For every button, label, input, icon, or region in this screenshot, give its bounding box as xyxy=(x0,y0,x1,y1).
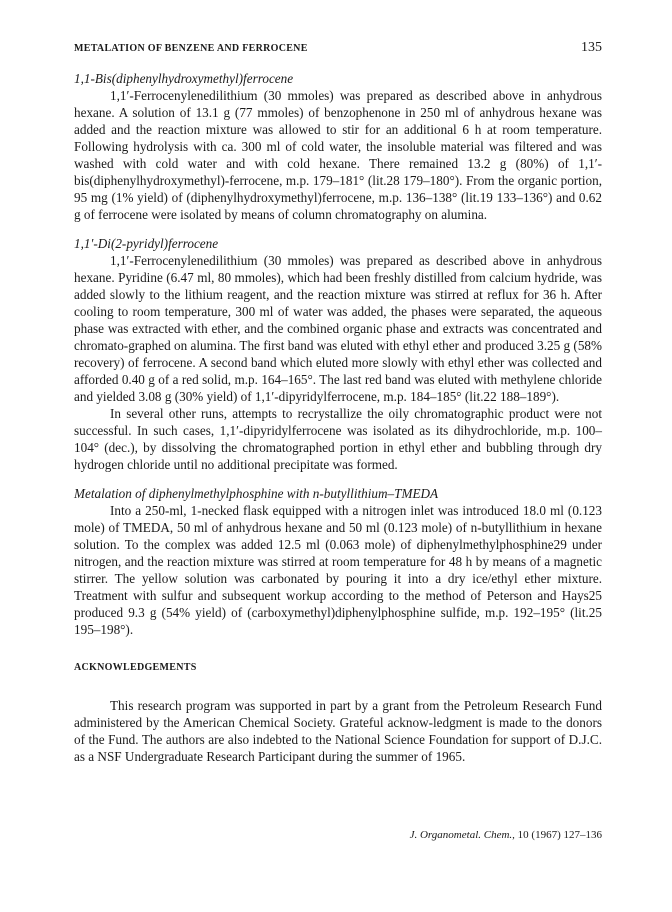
journal-name: J. Organometal. Chem., xyxy=(409,829,515,841)
paragraph: 1,1′-Ferrocenylenedilithium (30 mmoles) was prepared as described above in anhydrous hexane. A solution of 13.1 g (77 mmoles) of benzophenone in 250 ml of anhydrous hexane was added and the reaction mixture was allowed to stir for an additional 6 h at room temperature. Following hydrolysis with ca. 300 ml of cold water, the insoluble material was filtered and was washed with cold water and with cold hexane. There remained 13.2 g (80%) of 1,1′-bis(diphenylhydroxymethyl)-ferrocene, m.p. 179–181° (lit.28 179–180°). From the organic portion, 95 mg (1% yield) of (diphenylhydroxymethyl)ferrocene, m.p. 136–138° (lit.19 133–136°) and 0.62 g of ferrocene were isolated by means of column chromatography on alumina. xyxy=(74,88,602,222)
paragraph: Into a 250-ml, 1-necked flask equipped with a nitrogen inlet was introduced 18.0 ml (0.123 mole) of TMEDA, 50 ml of anhydrous hexane and 50 ml (0.123 mole) of n-butyllithium in hexane solution. To the complex was added 12.5 ml (0.063 mole) of diphenylmethylphosphine29 under nitrogen, and the reaction mixture was stirred at room temperature for 48 h by means of a magnetic stirrer. The yellow solution was carbonated by pouring it into a dry ice/ethyl ether mixture. Treatment with sulfur and subsequent workup according to the method of Peterson and Hays25 produced 9.3 g (54% yield) of (carboxymethyl)diphenylphosphine sulfide, m.p. 192–195° (lit.25 195–198°). xyxy=(74,503,602,637)
section-title: 1,1-Bis(diphenylhydroxymethyl)ferrocene xyxy=(74,71,294,86)
acknowledgements-heading: ACKNOWLEDGEMENTS xyxy=(74,662,197,673)
article-body xyxy=(74,70,602,765)
page-number: 135 xyxy=(581,40,602,55)
running-title: METALATION OF BENZENE AND FERROCENE xyxy=(74,43,308,54)
acknowledgements-text: This research program was supported in part by a grant from the Petroleum Research Fund administered by the American Chemical Society. Grateful acknow-ledgment is made to the donors of the Fund. The authors are also indebted to the National Science Foundation for support of D.J.C. as a NSF Undergraduate Research Participant during the summer of 1965. xyxy=(74,698,602,764)
section-dipyridyl-ferrocene xyxy=(74,235,602,473)
running-head xyxy=(74,40,602,56)
section-title: Metalation of diphenylmethylphosphine with n-butyllithium–TMEDA xyxy=(74,486,439,501)
section-title: 1,1′-Di(2-pyridyl)ferrocene xyxy=(74,236,219,251)
section-metalation-diphenylmethylphosphine xyxy=(74,485,602,638)
journal-citation xyxy=(410,829,602,841)
paragraph: 1,1′-Ferrocenylenedilithium (30 mmoles) was prepared as described above in anhydrous hexane. Pyridine (6.47 ml, 80 mmoles), which had been freshly distilled from calcium hydride, was added slowly to the lithium reagent, and the reaction mixture was stirred at reflux for 36 h. After cooling to room temperature, 300 ml of water was added, the phases were separated, the aqueous phase was extracted with ether, and the combined organic phase and extracts was concentrated and chromato-graphed on alumina. The first band was eluted with ethyl ether and produced 3.25 g (58% recovery) of ferrocene. A second band which eluted more slowly with ethyl ether was collected and afforded 0.40 g of a red solid, m.p. 164–165°. The last red band was eluted with methylene chloride and yielded 3.08 g (30% yield) of 1,1′-dipyridylferrocene, m.p. 184–185° (lit.22 188–189°). xyxy=(74,253,602,404)
journal-volume: 10 (1967) 127–136 xyxy=(517,829,602,841)
paragraph: In several other runs, attempts to recrystallize the oily chromatographic product were not successful. In such cases, 1,1′-dipyridylferrocene was isolated as its dihydrochloride, m.p. 100–104° (dec.), by dissolving the chromatographed portion in ethyl ether and bubbling through dry hydrogen chloride until no additional precipitate was formed. xyxy=(74,406,602,472)
section-bis-diphenylhydroxymethyl-ferrocene xyxy=(74,70,602,223)
